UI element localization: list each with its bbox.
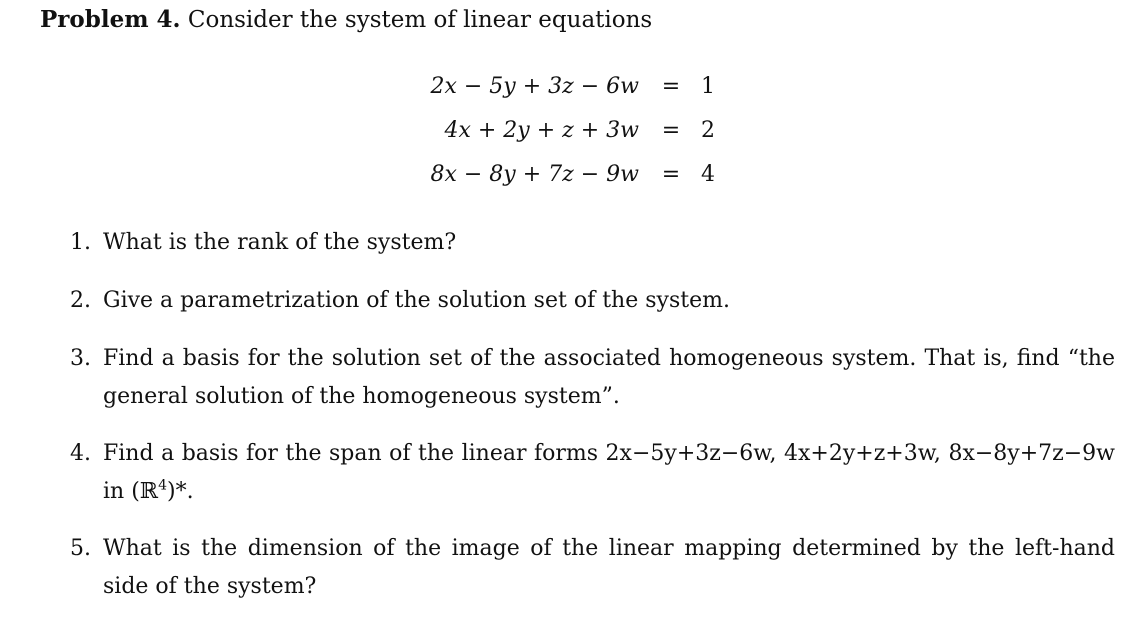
item-number: 1. — [70, 230, 91, 255]
equation-relation: = — [661, 118, 681, 143]
list-item — [70, 224, 1115, 262]
superscript: 4 — [158, 477, 167, 494]
equation-lhs: 4x + 2y + z + 3w — [444, 118, 639, 143]
item-number: 4. — [70, 441, 91, 466]
list-item — [70, 435, 1115, 511]
equation-relation: = — [661, 74, 681, 99]
item-text-main: Find a basis for the span of the linear forms 2x−5y+3z−6w, 4x+2y+z+3w, 8x−8y+7z−9w in (ℝ — [103, 441, 1115, 504]
equation-lhs: 2x − 5y + 3z − 6w — [430, 74, 639, 99]
item-text: Give a parametrization of the solution set of the system. — [103, 288, 730, 313]
list-item — [70, 282, 1115, 320]
equation-relation: = — [661, 162, 681, 187]
list-item — [70, 340, 1115, 416]
item-text: Find a basis for the solution set of the associated homogeneous system. That is, find “the general solution of the homogeneous system”. — [103, 346, 1115, 409]
item-text: What is the rank of the system? — [103, 230, 457, 255]
list-item — [70, 530, 1115, 606]
equation-rhs: 4 — [701, 162, 715, 187]
item-number: 3. — [70, 346, 91, 371]
equation-lhs: 8x − 8y + 7z − 9w — [430, 162, 639, 187]
item-text: What is the dimension of the image of the linear mapping determined by the left-hand side of the system? — [103, 536, 1115, 599]
equation-rhs: 2 — [701, 118, 715, 143]
item-number: 2. — [70, 288, 91, 313]
equation-rhs: 1 — [701, 74, 715, 99]
problem-label: Problem 4. — [40, 6, 181, 33]
problem-heading — [40, 4, 652, 36]
item-text-end: )*. — [167, 479, 194, 504]
problem-intro: Consider the system of linear equations — [187, 7, 653, 33]
item-text — [103, 435, 1115, 511]
item-number: 5. — [70, 536, 91, 561]
